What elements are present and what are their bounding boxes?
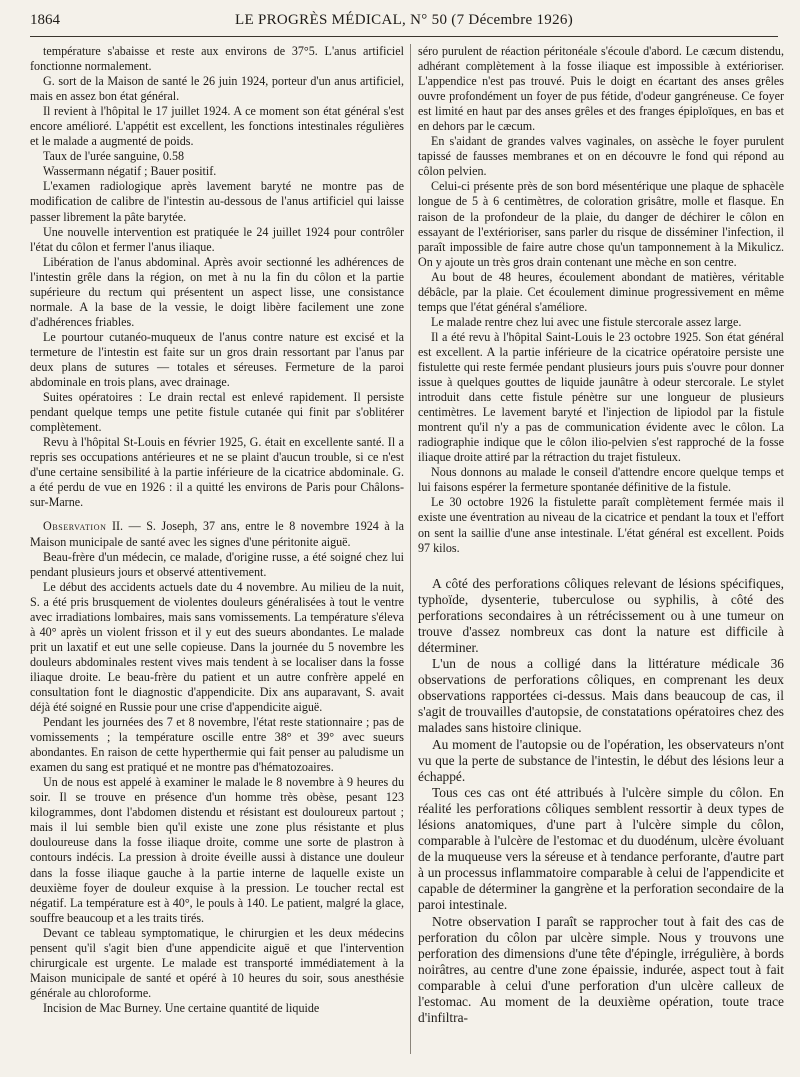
journal-title: LE PROGRÈS MÉDICAL, N° 50 (7 Décembre 1926)	[234, 12, 574, 28]
paragraph: Nous donnons au malade le conseil d'attendre encore quelque temps et lui faisons espérer la fermeture spontanée définitive de la fistule.	[418, 465, 784, 495]
paragraph: En s'aidant de grandes valves vaginales, on assèche le foyer purulent tapissé de fausses membranes et on en découvre le fond qui répond au côlon pelvien.	[418, 134, 784, 179]
paragraph: Une nouvelle intervention est pratiquée le 24 juillet 1924 pour contrôler l'état du côlon et fermer l'anus iliaque.	[30, 224, 404, 254]
paragraph: Le malade rentre chez lui avec une fistule stercorale assez large.	[431, 314, 742, 329]
paragraph: Au bout de 48 heures, écoulement abondant de matières, véritable débâcle, par la plaie. Cet écoulement diminue progressivement en même temps que l'état général s'améliore.	[418, 269, 784, 314]
discussion-section	[418, 576, 784, 1027]
case-continuation	[418, 44, 784, 556]
discussion-paragraph: A côté des perforations côliques relevant de lésions spécifiques, typhoïde, dysenterie, tuberculose ou syphilis, à côté des perforations secondaires à un rétrécissement ou à une tumeur on trouve d'assez nombreux cas dont la nature est difficile à déterminer.	[418, 575, 784, 655]
left-column	[30, 44, 404, 1064]
paragraph: L'examen radiologique après lavement baryté ne montre pas de modification de calibre de l'intestin au-dessous de l'anus artificiel qui laisse passer librement la pâte barytée.	[30, 179, 404, 224]
observation-intro: II. — S. Joseph, 37 ans, entre le 8 novembre 1924 à la Maison municipale de santé avec les signes d'une péritonite aiguë.	[30, 519, 404, 549]
paragraph: Devant ce tableau symptomatique, le chirurgien et les deux médecins pensent qu'il s'agit bien d'une appendicite aiguë et que l'intervention chirurgicale est urgente. Le malade est transporté immédiatement à la Maison municipale de santé et opéré à 10 heures du soir, sous anesthésie générale au chloroforme.	[30, 925, 404, 1000]
paragraph: Beau-frère d'un médecin, ce malade, d'origine russe, a été soigné chez lui pendant plusieurs jours et observé attentivement.	[30, 549, 404, 579]
discussion-paragraph: L'un de nous a colligé dans la littérature médicale 36 observations de perforations côliques, en comprenant les deux observations rapportées ci-dessus. Mais dans beaucoup de cas, il s'agit de trouvailles d'autopsie, de constatations opératoires chez des malades sans histoire clinique.	[418, 656, 784, 736]
paragraph: Incision de Mac Burney. Une certaine quantité de liquide	[43, 1000, 320, 1015]
paragraph: Revu à l'hôpital St-Louis en février 1925, G. était en excellente santé. Il a repris ses occupations antérieures et ne se plaint d'aucun trouble, si ce n'est d'une certaine sensibilité à la partie inférieure de la cicatrice abdominale. G. a été perdu de vue en 1926 : il a quitté les environs de Paris pour Châlons-sur-Marne.	[30, 435, 404, 510]
discussion-paragraph: Au moment de l'autopsie ou de l'opération, les observateurs n'ont vu que la perte de substance de l'intestin, le début des lésions leur a échappé.	[418, 736, 784, 784]
discussion-paragraph: Tous ces cas ont été attribués à l'ulcère simple du côlon. En réalité les perforations côliques semblent ressortir à deux types de lésions anatomiques, d'une part à l'ulcère simple du côlon, comparable à l'ulcère de l'estomac et du duodénum, ulcère évoluant de la muqueuse vers la séreuse et à tendance perforante, d'autre part à un processus inflammatoire comparable à celui de l'appendicite et capable de déterminer la gangrène et la perforation secondaire de la paroi intestinale.	[418, 784, 784, 913]
paragraph: Il a été revu à l'hôpital Saint-Louis le 23 octobre 1925. Son état général est excellent. A la partie inférieure de la cicatrice opératoire persiste une fistulette qui reste fermée pendant plusieurs jours puis s'ouvre pour donner issue à quelques gouttes de liquide jaunâtre à odeur stercorale. Le stylet introduit dans cette fistule pénètre sur une longueur de plusieurs centimètres. Le lavement baryté et l'injection de lipiodol par la fistule montrent qu'il n'y a pas de communication évidente avec le côlon. La radiographie indique que le côlon ilio-pelvien s'est rapproché de la fosse iliaque droite attiré par la rétraction du trajet fistuleux.	[418, 329, 784, 465]
paragraph: séro purulent de réaction péritonéale s'écoule d'abord. Le cæcum distendu, adhérant complètement à la fosse iliaque est impossible à extérioriser. L'appendice n'est pas trouvé. Puis le doigt en écartant des anses grêles ouvre profondément un foyer de pus fétide, d'odeur gangréneuse. Ce foyer est limité en haut par des anses grêles et des franges épiploïques, en bas et en dehors par le cæcum.	[418, 44, 784, 134]
paragraph: Le 30 octobre 1926 la fistulette paraît complètement fermée mais il existe une éventration au niveau de la cicatrice et pendant la toux et l'effort on sent la saillie d'une anse intestinale. L'état général est excellent. Poids 97 kilos.	[418, 495, 784, 555]
paragraph: Taux de l'urée sanguine, 0.58	[43, 149, 185, 164]
paragraph: température s'abaisse et reste aux environs de 37°5. L'anus artificiel fonctionne normalement.	[30, 44, 404, 74]
column-divider	[410, 44, 411, 1054]
paragraph: Pendant les journées des 7 et 8 novembre, l'état reste stationnaire ; pas de vomissements ; la température oscille entre 38° et 39° avec sueurs abondantes. En raison de cette hyperthermie qui fait penser au paludisme un examen du sang est pratiqué et ne montre pas d'hématozoaires.	[30, 715, 404, 775]
paragraph: Le début des accidents actuels date du 4 novembre. Au milieu de la nuit, S. a été pris brusquement de violentes douleurs généralisées à tout le ventre avec irradiations lombaires, mais sans vomissements. La température s'éleva à 40° après un violent frisson et il y eut des sueurs abondantes. Le malade prit un laxatif et eut une selle copieuse. Dans la journée du 5 novembre les douleurs abdominales restent vives mais tendent à se localiser dans la fosse iliaque droite. Le beau-frère du patient et un autre confrère appelé en consultation font le diagnostic d'appendicite. Dix ans auparavant, S. avait déjà été soigné en Russie pour une crise d'appendicite aiguë.	[30, 579, 404, 715]
paragraph: Le pourtour cutanéo-muqueux de l'anus contre nature est excisé et la termeture de l'intestin est faite sur un gros drain ressortant par l'anus par deux plans de sutures — totales et séreuses. Fermeture de la paroi abdominale en trois plans, avec drainage.	[30, 329, 404, 390]
paragraph: Suites opératoires : Le drain rectal est enlevé rapidement. Il persiste pendant quelque temps une petite fistule cutanée qui finit par s'oblitérer complètement.	[30, 390, 404, 435]
paragraph: Celui-ci présente près de son bord mésentérique une plaque de sphacèle longue de 5 à 6 centimètres, de coloration grisâtre, molle et flasque. En raison de la profondeur de la plaie, du danger de déchirer le côlon en essayant de l'extérioriser, sans parler du risque de disséminer l'infection, il paraît impossible de faire autre chose qu'un tamponnement à la Mikulicz. On y ajoute un très gros drain contenant une mèche en son centre.	[418, 179, 784, 269]
observation-label: Observation	[43, 519, 107, 534]
discussion-paragraph: Notre observation I paraît se rapprocher tout à fait des cas de perforation du côlon par ulcère simple. Nous y trouvons une perforation des dimensions d'une tête d'épingle, irrégulière, à bords noirâtres, au centre d'une zone épaissie, indurée, aspect tout à fait comparable à celui d'une perforation d'un ulcère calleux de l'estomac. Au moment de la deuxième opération, toute trace d'infiltra-	[418, 913, 784, 1026]
paragraph: Il revient à l'hôpital le 17 juillet 1924. A ce moment son état général s'est encore amélioré. L'appétit est excellent, les fonctions intestinales régulières et le malade a augmenté de poids.	[30, 104, 404, 149]
right-column	[418, 44, 784, 1064]
paragraph: Un de nous est appelé à examiner le malade le 8 novembre à 9 heures du soir. Il se trouve en présence d'un homme très obèse, pesant 123 kilogrammes, dont l'abdomen distendu et résistant est douloureux partout ; mais il lui semble bien qu'il existe une zone plus résistante et plus douloureuse dans la fosse iliaque droite, comme une sorte de plastron à contours indécis. La pression à droite éveille aussi à distance une douleur dans la fosse iliaque gauche à la partie interne de laquelle existe un deuxième foyer de douleur exquise à la pression. Le toucher rectal est négatif. La température est à 40°, le pouls à 140. Le patient, malgré la glace, souffre beaucoup et a les traits tirés.	[30, 775, 404, 925]
paragraph: Libération de l'anus abdominal. Après avoir sectionné les adhérences de l'intestin grêle dans la région, on met à nu la fin du côlon et la partie supérieure du rectum qui présentent un aspect lisse, une consistance normale. A la base de la vessie, le doigt libère facilement une zone d'adhérences friables.	[30, 254, 404, 329]
page-number: 1864	[30, 12, 60, 28]
observation-heading	[30, 519, 404, 549]
running-header	[30, 12, 778, 34]
paragraph: G. sort de la Maison de santé le 26 juin 1924, porteur d'un anus artificiel, mais en assez bon état général.	[30, 74, 404, 104]
paragraph: Wassermann négatif ; Bauer positif.	[43, 164, 217, 179]
header-rule	[30, 36, 778, 37]
